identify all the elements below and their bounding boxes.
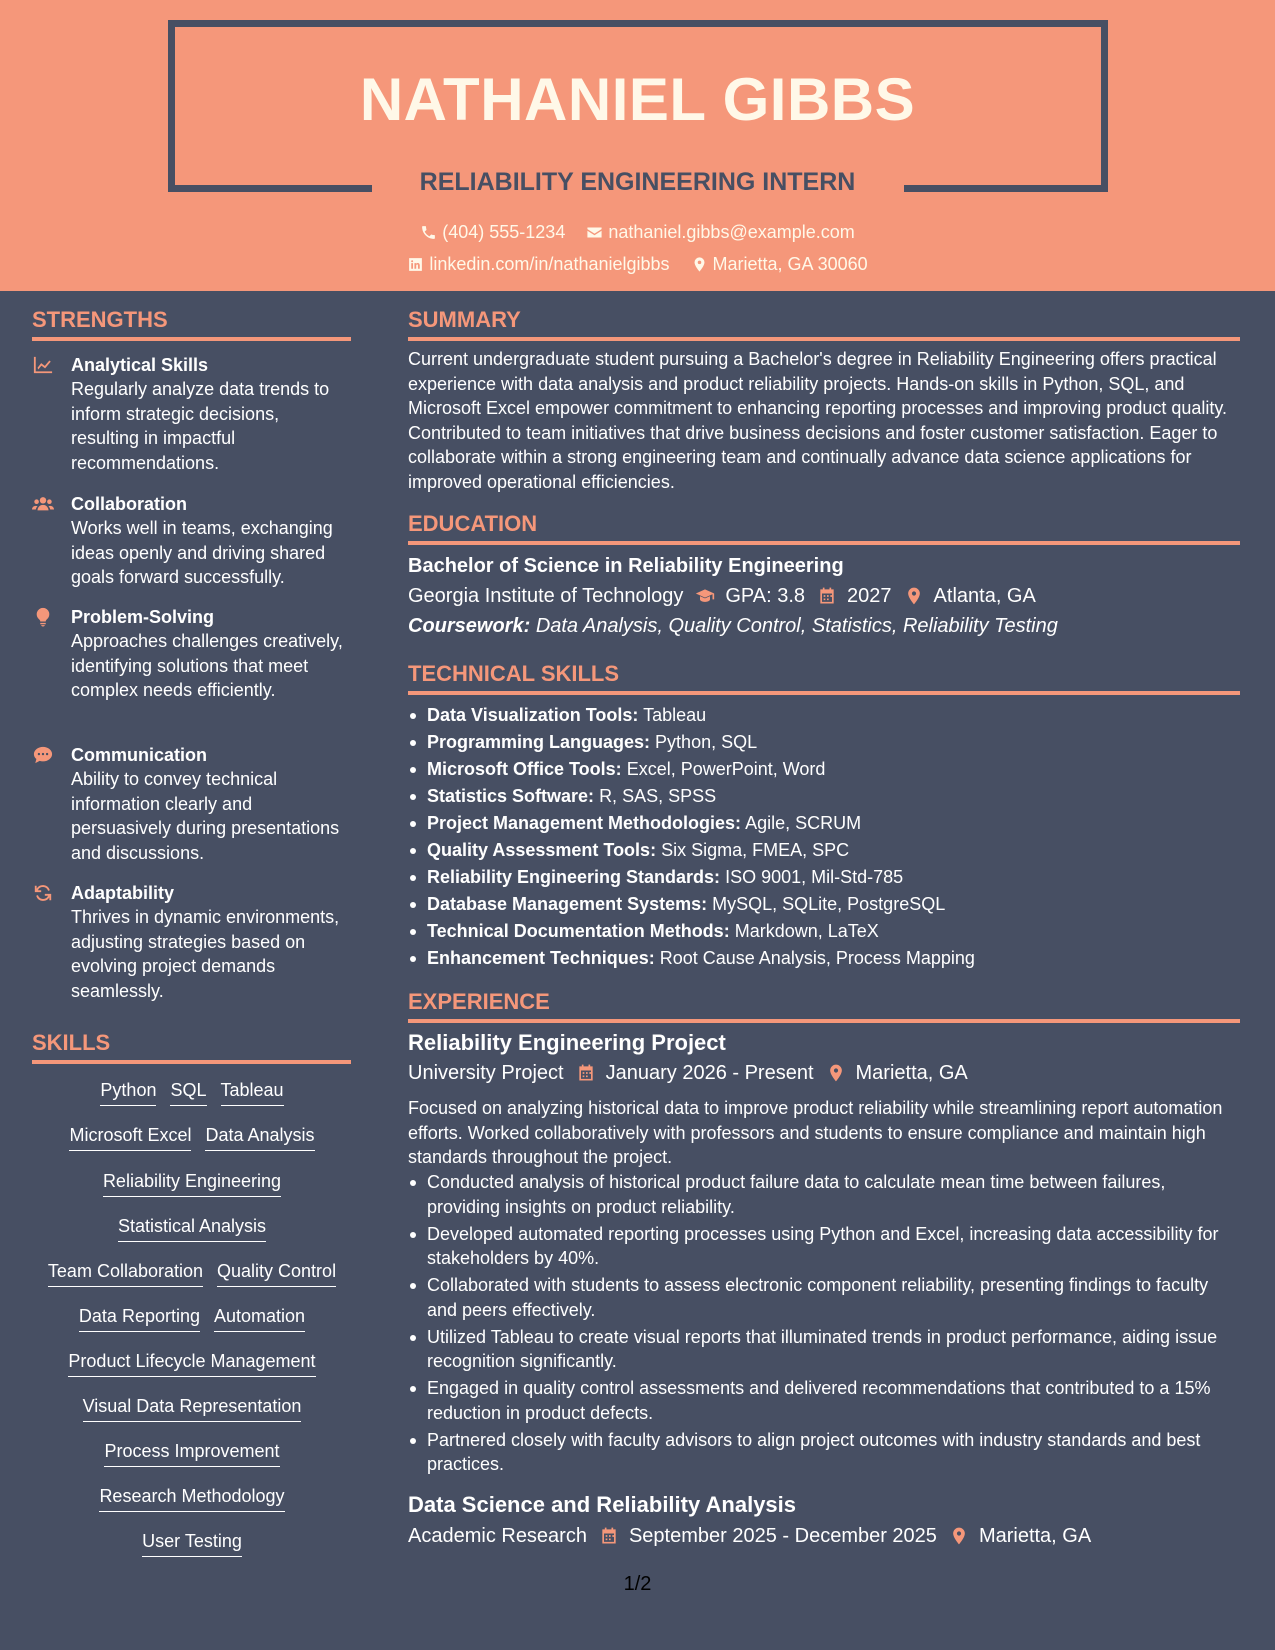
phone-icon (420, 224, 437, 241)
lightbulb-icon (32, 607, 54, 627)
skill-tag: Quality Control (217, 1259, 336, 1287)
list-item (408, 918, 1240, 945)
skill-tag: User Testing (142, 1529, 242, 1557)
skill-values: MySQL, SQLite, PostgreSQL (712, 894, 946, 914)
technical-skills-title: TECHNICAL SKILLS (408, 661, 620, 686)
education-degree: Bachelor of Science in Reliability Engineering (408, 555, 844, 577)
skill-tag: Tableau (221, 1078, 284, 1106)
map-marker-icon (949, 1526, 969, 1546)
strength-desc: Ability to convey technical information clearly and persuasively during presentations and discussions. (71, 769, 340, 863)
sync-icon (32, 883, 54, 903)
skill-tag: Team Collaboration (48, 1259, 203, 1287)
contact-row (0, 220, 1275, 247)
skill-values: Markdown, LaTeX (734, 921, 879, 941)
job-location: Marietta, GA (855, 1062, 968, 1084)
skill-category: Statistics Software: (427, 786, 595, 806)
skill-tag-row (32, 1394, 352, 1422)
section-rule (408, 541, 1240, 545)
list-item: Engaged in quality control assessments and delivered recommendations that contributed to a 15% reduction in product defects. (408, 1376, 1240, 1425)
strength-item (32, 605, 352, 703)
list-item (408, 783, 1240, 810)
skill-values: Tableau (643, 705, 707, 725)
section-rule (32, 1060, 351, 1064)
strengths-title: STRENGTHS (32, 307, 168, 332)
list-item: Collaborated with students to assess electronic component reliability, presenting findings to faculty and peers effectively. (408, 1273, 1240, 1322)
section-rule (408, 337, 1240, 341)
strength-title: Communication (71, 745, 208, 765)
skill-values: R, SAS, SPSS (599, 786, 717, 806)
graduation-cap-icon (695, 586, 715, 606)
phone-text: (404) 555-1234 (442, 222, 566, 242)
strength-item (32, 881, 352, 1003)
education-location: Atlanta, GA (933, 585, 1036, 607)
skill-tag-row (32, 1484, 352, 1512)
job-title: Reliability Engineering Project (408, 1030, 726, 1055)
location-contact (691, 252, 868, 276)
list-item (408, 756, 1240, 783)
job-meta (408, 1060, 968, 1086)
strength-desc: Approaches challenges creatively, identifying solutions that meet complex needs efficiently. (71, 631, 343, 700)
strength-title: Problem-Solving (71, 607, 215, 627)
resume-header (0, 0, 1275, 291)
skill-tag: Python (100, 1078, 156, 1106)
contact-row (0, 252, 1275, 279)
skill-tag: Automation (214, 1304, 305, 1332)
skill-category: Enhancement Techniques: (427, 948, 655, 968)
technical-skills-list (408, 702, 1240, 972)
skill-tag: Data Analysis (205, 1123, 314, 1151)
skills-title: SKILLS (32, 1030, 111, 1055)
section-rule (32, 337, 351, 341)
skill-values: Six Sigma, FMEA, SPC (661, 840, 850, 860)
map-marker-icon (904, 586, 924, 606)
strength-desc: Works well in teams, exchanging ideas openly and driving shared goals forward successfully. (71, 518, 333, 587)
skill-tag-row (32, 1304, 352, 1332)
skill-tag: Data Reporting (79, 1304, 200, 1332)
education-gpa: GPA: 3.8 (725, 585, 806, 607)
chart-line-icon (32, 355, 54, 375)
strength-desc: Thrives in dynamic environments, adjusting strategies based on evolving project demands seamlessly. (71, 907, 340, 1001)
calendar-icon (817, 586, 837, 606)
map-marker-icon (826, 1063, 846, 1083)
skill-category: Reliability Engineering Standards: (427, 867, 721, 887)
skill-tag-row (32, 1169, 352, 1197)
section-rule (408, 1019, 1240, 1023)
skill-category: Quality Assessment Tools: (427, 840, 657, 860)
map-marker-icon (691, 256, 708, 273)
strength-title: Collaboration (71, 494, 187, 514)
skill-values: Excel, PowerPoint, Word (626, 759, 826, 779)
header-frame (168, 20, 1108, 27)
skill-tag: Microsoft Excel (69, 1123, 191, 1151)
list-item: Utilized Tableau to create visual reports that illuminated trends in product performance, aiding issue recognition significantly. (408, 1325, 1240, 1374)
skill-tag: Statistical Analysis (118, 1214, 266, 1242)
skill-tag-row (32, 1078, 352, 1106)
skill-values: Root Cause Analysis, Process Mapping (659, 948, 975, 968)
strength-item (32, 743, 352, 865)
skill-tag-row (32, 1529, 352, 1557)
skill-tag: Research Methodology (99, 1484, 284, 1512)
job-location: Marietta, GA (978, 1525, 1092, 1547)
list-item (408, 945, 1240, 972)
location-text: Marietta, GA 30060 (712, 254, 868, 274)
email-text: nathaniel.gibbs@example.com (608, 222, 855, 242)
linkedin-icon (407, 256, 424, 273)
summary-text: Current undergraduate student pursuing a Bachelor's degree in Reliability Engineering offers practical experience with data analysis and product reliability projects. Hands-on skills in Python, SQL, and Microsoft Excel empower commitment to enhancing reporting processes and improving product quality. Contributed to team initiatives that drive business decisions and foster customer satisfaction. Eager to collaborate within a strong engineering team and continually advance data science applications for improved operational efficiencies. (408, 349, 1228, 492)
skill-tag: Reliability Engineering (103, 1169, 281, 1197)
list-item (408, 837, 1240, 864)
strength-desc: Regularly analyze data trends to inform strategic decisions, resulting in impactful recommendations. (71, 379, 330, 473)
skill-category: Project Management Methodologies: (427, 813, 742, 833)
list-item (408, 702, 1240, 729)
list-item (408, 729, 1240, 756)
users-icon (32, 494, 54, 514)
list-item (408, 810, 1240, 837)
email-contact[interactable] (586, 220, 854, 244)
list-item: Developed automated reporting processes using Python and Excel, increasing data accessibility for stakeholders by 40%. (408, 1222, 1240, 1271)
page-number: 1/2 (623, 1573, 652, 1595)
job-dates: January 2026 - Present (605, 1062, 814, 1084)
section-rule (408, 691, 1240, 695)
list-item: Partnered closely with faculty advisors to align project outcomes with industry standards and best practices. (408, 1428, 1240, 1477)
list-item (408, 864, 1240, 891)
list-item (408, 891, 1240, 918)
education-school: Georgia Institute of Technology (408, 585, 684, 607)
education-coursework (408, 613, 1058, 639)
linkedin-contact[interactable] (407, 252, 669, 276)
calendar-icon (576, 1063, 596, 1083)
skill-values: Agile, SCRUM (745, 813, 862, 833)
skill-tag-row (32, 1439, 352, 1467)
strength-title: Analytical Skills (71, 355, 209, 375)
comment-icon (32, 745, 54, 765)
summary-title: SUMMARY (408, 307, 521, 332)
skill-tag: Visual Data Representation (83, 1394, 302, 1422)
experience-title: EXPERIENCE (408, 989, 550, 1014)
education-meta (408, 583, 1036, 609)
strength-item (32, 492, 352, 590)
skill-category: Technical Documentation Methods: (427, 921, 730, 941)
education-title: EDUCATION (408, 511, 538, 536)
skill-tag-row (32, 1349, 352, 1377)
skill-tag: Product Lifecycle Management (68, 1349, 315, 1377)
coursework-list: Data Analysis, Quality Control, Statistics, Reliability Testing (535, 615, 1058, 637)
job-org: University Project (408, 1062, 564, 1084)
skill-values: ISO 9001, Mil-Std-785 (725, 867, 904, 887)
linkedin-text: linkedin.com/in/nathanielgibbs (429, 254, 670, 274)
skill-tag: Process Improvement (104, 1439, 279, 1467)
skill-tag-row (32, 1123, 352, 1151)
envelope-icon (586, 224, 603, 241)
job-meta (408, 1523, 1091, 1549)
job-dates: September 2025 - December 2025 (628, 1525, 937, 1547)
job-org: Academic Research (408, 1525, 587, 1547)
job-bullets (408, 1170, 1240, 1479)
skill-tag: SQL (170, 1078, 206, 1106)
skill-tag-row (32, 1214, 352, 1242)
candidate-role: RELIABILITY ENGINEERING INTERN (419, 168, 856, 196)
skill-values: Python, SQL (655, 732, 758, 752)
strength-item (32, 353, 352, 475)
strength-title: Adaptability (71, 883, 175, 903)
skill-category: Microsoft Office Tools: (427, 759, 622, 779)
candidate-name: NATHANIEL GIBBS (359, 66, 916, 133)
skill-category: Data Visualization Tools: (427, 705, 639, 725)
calendar-icon (599, 1526, 619, 1546)
education-year: 2027 (847, 585, 892, 607)
job-title: Data Science and Reliability Analysis (408, 1492, 797, 1517)
skill-tag-row (32, 1259, 352, 1287)
list-item: Conducted analysis of historical product failure data to calculate mean time between failures, providing insights on product reliability. (408, 1170, 1240, 1219)
skill-category: Database Management Systems: (427, 894, 708, 914)
skill-category: Programming Languages: (427, 732, 651, 752)
coursework-label: Coursework: (408, 615, 531, 637)
job-description: Focused on analyzing historical data to improve product reliability while streamlining report automation efforts. Worked collaboratively with professors and students to ensure compliance and maintain high standards throughout the project. (408, 1098, 1223, 1167)
phone-contact[interactable] (420, 220, 565, 244)
